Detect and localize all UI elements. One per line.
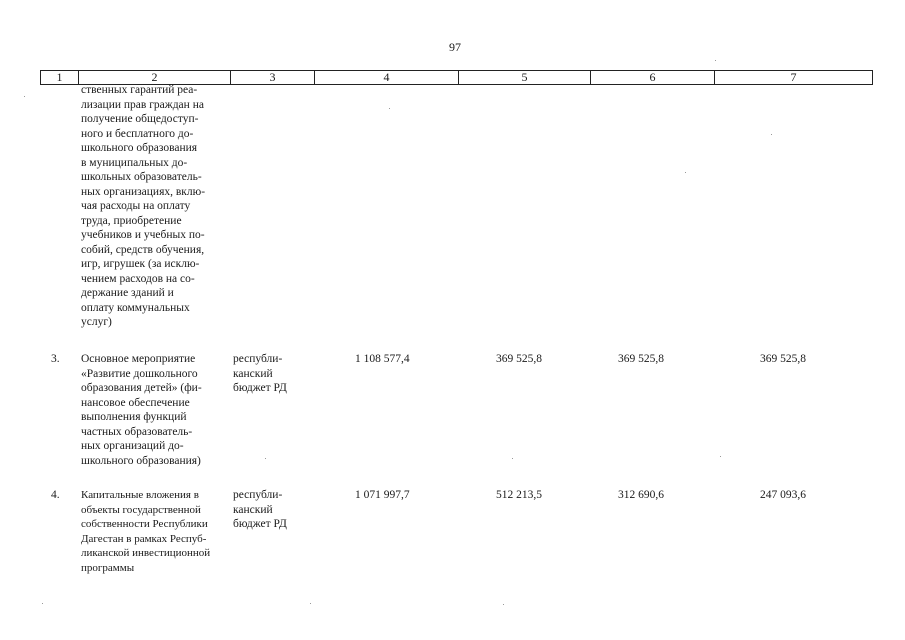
text-line: нансовое обеспечение [81, 396, 190, 409]
text-line: собственности Республики [81, 518, 208, 530]
row-4-year-2: 312 690,6 [618, 489, 664, 501]
row-3-name [81, 352, 202, 468]
text-line: образования детей» (фи- [81, 382, 202, 394]
scan-speck [24, 96, 25, 97]
text-line: канский [233, 503, 273, 516]
text-line: труда, приобретение [81, 214, 182, 227]
row-3-year-1: 369 525,8 [496, 353, 542, 365]
scan-speck [715, 60, 716, 61]
text-line: бюджет РД [233, 518, 287, 530]
scan-speck [503, 604, 504, 605]
text-line: чением расходов на со- [81, 272, 195, 285]
text-line: школьного образования [81, 142, 198, 154]
text-line: ных организаций до- [81, 440, 184, 452]
text-line: ликанской инвестиционной [81, 547, 211, 559]
text-line: лизации прав граждан на [81, 98, 204, 111]
text-line: школьного образования) [81, 454, 201, 467]
row-4-year-3: 247 093,6 [760, 489, 806, 501]
text-line: услуг) [81, 316, 112, 328]
scan-speck [310, 603, 311, 604]
text-line: бюджет РД [233, 382, 287, 394]
scan-speck [771, 134, 772, 135]
text-line: ных организациях, вклю- [81, 185, 206, 198]
scan-speck [685, 172, 686, 173]
row-3-total: 1 108 577,4 [355, 353, 410, 365]
continuation-text [81, 83, 205, 330]
scan-speck [389, 108, 390, 109]
column-header-6: 6 [591, 71, 715, 85]
text-line: школьных образователь- [81, 171, 202, 183]
text-line: канский [233, 367, 273, 380]
text-line: выполнения функций [81, 411, 187, 423]
row-4-name [81, 488, 210, 575]
text-line: Дагестан в рамках Респуб- [81, 532, 207, 545]
text-line: ного и бесплатного до- [81, 127, 194, 140]
scan-speck [265, 458, 266, 459]
row-4-year-1: 512 213,5 [496, 489, 542, 501]
column-header-5: 5 [459, 71, 591, 85]
page-number: 97 [449, 40, 461, 54]
text-line: республи- [233, 489, 283, 501]
text-line: «Развитие дошкольного [81, 367, 198, 380]
text-line: оплату коммунальных [81, 301, 190, 314]
text-line: программы [81, 561, 135, 574]
column-header-1: 1 [41, 71, 79, 85]
text-line: ственных гарантий реа- [81, 84, 198, 96]
row-4-source [233, 488, 287, 532]
row-3-year-3: 369 525,8 [760, 353, 806, 365]
text-line: держание зданий и [81, 287, 174, 299]
scan-speck [720, 456, 721, 457]
text-line: республи- [233, 353, 283, 365]
text-line: собий, средств обучения, [81, 243, 205, 256]
column-header-4: 4 [315, 71, 459, 85]
column-header-2: 2 [79, 71, 231, 85]
text-line: чая расходы на оплату [81, 200, 191, 212]
text-line: Капитальные вложения в [81, 489, 199, 501]
text-line: частных образователь- [81, 425, 193, 438]
scan-speck [42, 603, 43, 604]
text-line: игр, игрушек (за исклю- [81, 258, 200, 270]
text-line: в муниципальных до- [81, 156, 188, 169]
text-line: объекты государственной [81, 503, 201, 516]
row-3-source [233, 352, 287, 396]
column-header-3: 3 [231, 71, 315, 85]
row-4-total: 1 071 997,7 [355, 489, 410, 501]
column-header-7: 7 [715, 71, 873, 85]
text-line: Основное мероприятие [81, 353, 196, 365]
text-line: получение общедоступ- [81, 113, 199, 125]
text-line: учебников и учебных по- [81, 229, 205, 241]
row-4-number: 4. [51, 489, 60, 501]
scan-speck [512, 458, 513, 459]
row-3-number: 3. [51, 353, 60, 365]
row-3-year-2: 369 525,8 [618, 353, 664, 365]
